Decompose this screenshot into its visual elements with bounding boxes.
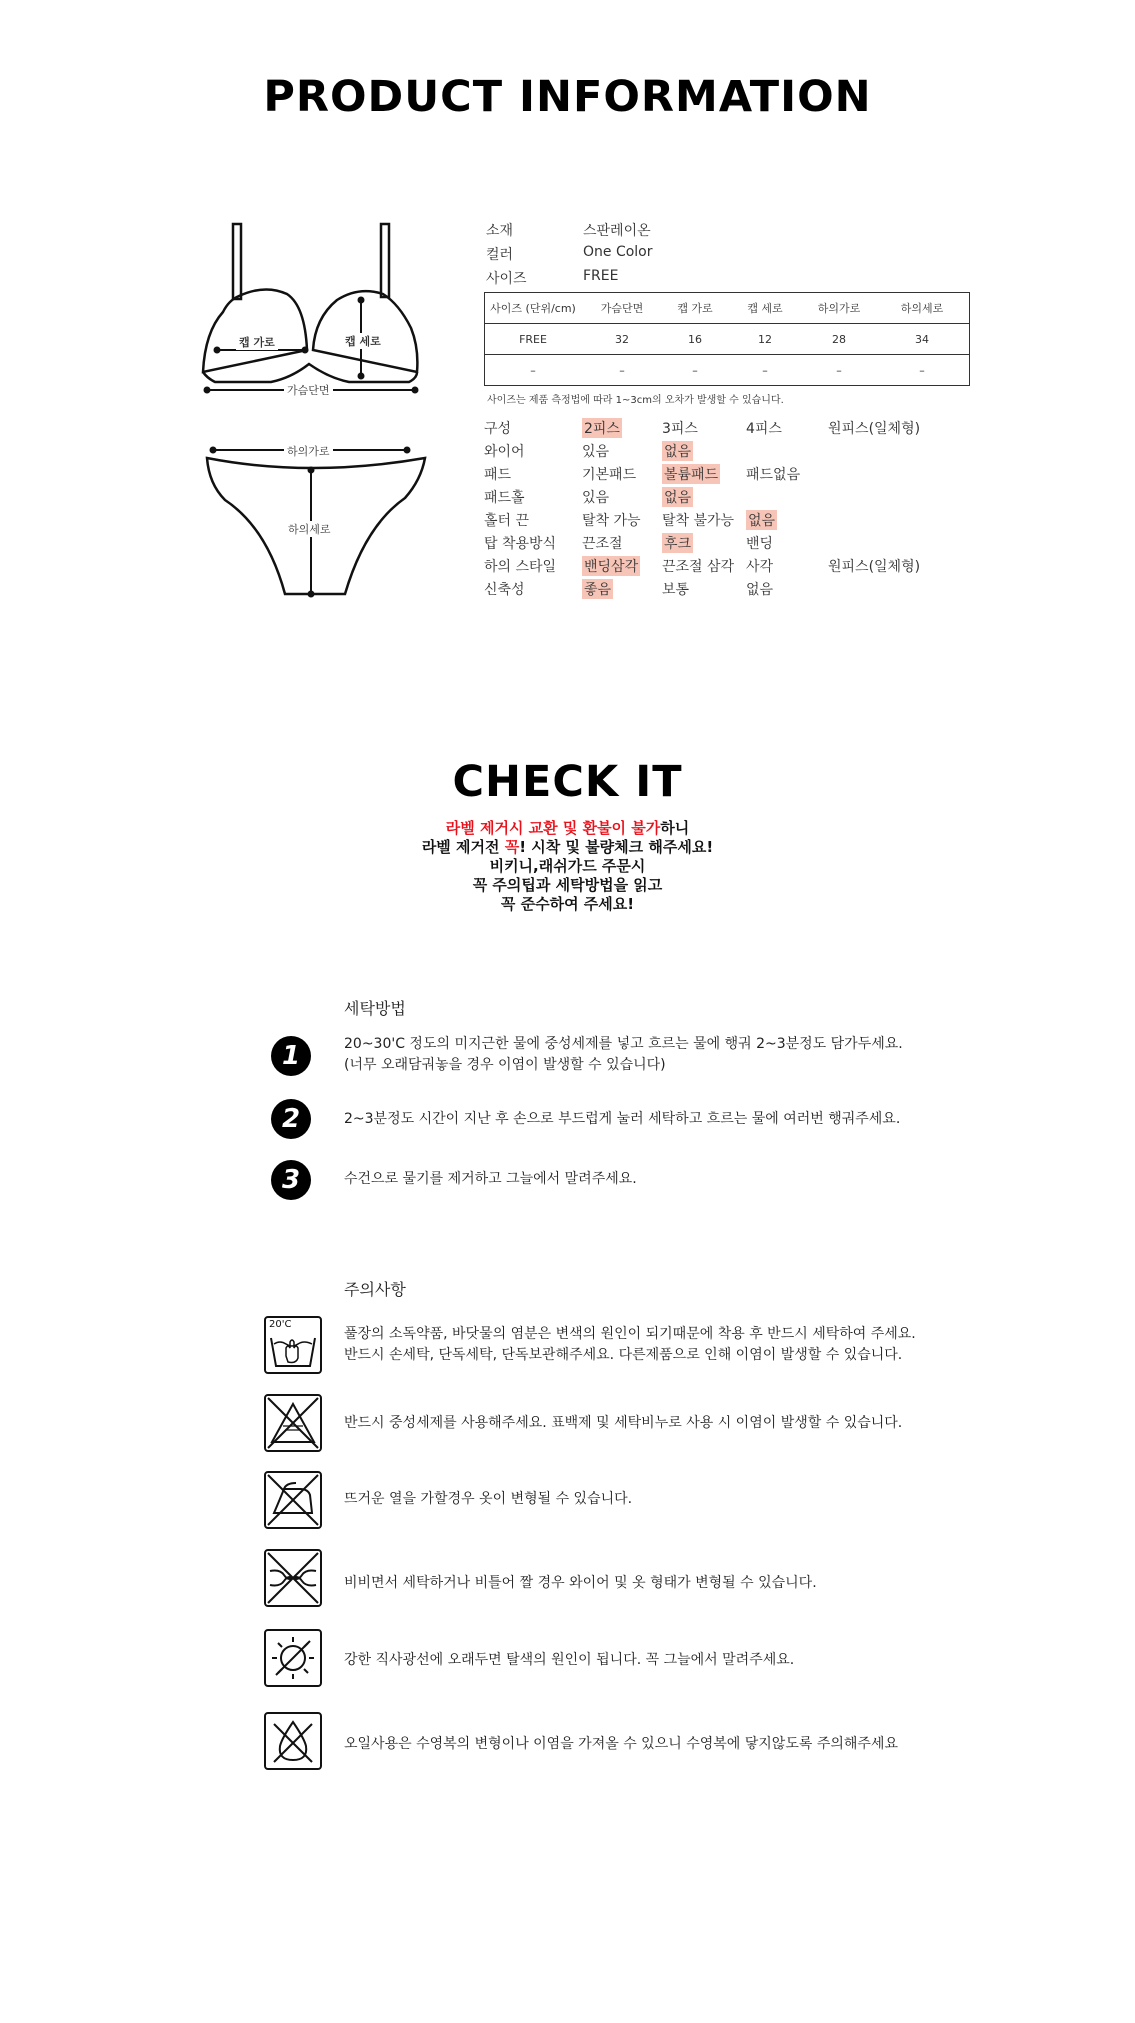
table-row	[485, 324, 970, 355]
table-cell: –	[485, 355, 582, 386]
spec-option: 없음	[746, 582, 774, 598]
table-row	[485, 355, 970, 386]
table-header-cell: 하의세로	[900, 302, 944, 315]
chest-width-label: 가슴단면	[284, 382, 333, 398]
caution-3-text: 뜨거운 열을 가할경우 옷이 변형될 수 있습니다.	[344, 1491, 633, 1507]
spec-option: 3피스	[662, 421, 698, 437]
check-line-4: 꼭 주의팁과 세탁방법을 읽고	[472, 876, 663, 894]
wash-title: 세탁방법	[344, 999, 406, 1018]
no-bleach-triangle-icon	[266, 1396, 320, 1450]
hand-wash-icon	[264, 1316, 322, 1374]
spec-label: 패드	[484, 467, 512, 483]
spec-option: 원피스(일체형)	[828, 559, 921, 575]
product-information-title: PRODUCT INFORMATION	[263, 72, 872, 122]
no-bleach-icon	[264, 1394, 322, 1452]
check-line-2-a: 라벨 제거전	[421, 838, 505, 856]
no-sun-dry-icon	[264, 1629, 322, 1687]
table-header-cell: 하의가로	[817, 302, 861, 315]
caution-title: 주의사항	[344, 1280, 406, 1299]
table-cell: –	[581, 355, 663, 386]
bottom-height-label: 하의세로	[288, 523, 331, 536]
size-table	[484, 292, 970, 386]
caution-5-text: 강한 직사광선에 오래두면 탈색의 원인이 됩니다. 꼭 그늘에서 말려주세요.	[344, 1652, 795, 1668]
table-cell: 34	[875, 324, 970, 355]
table-cell: –	[727, 355, 803, 386]
check-it-title: CHECK IT	[452, 757, 683, 807]
spec-option: 있음	[582, 444, 610, 460]
step-3-icon: 3	[271, 1160, 311, 1200]
bra-diagram	[195, 220, 435, 400]
step-1-line-1: 20~30'C 정도의 미지근한 물에 중성세제를 넣고 흐르는 물에 행궈 2~3분정도 담가두세요.	[344, 1036, 903, 1052]
spec-option: 밴딩	[746, 536, 774, 552]
spec-option-selected: 밴딩삼각	[582, 556, 640, 576]
spec-option: 원피스(일체형)	[828, 421, 921, 437]
spec-option: 4피스	[746, 421, 782, 437]
no-oil-icon	[264, 1712, 322, 1770]
spec-option-selected: 후크	[662, 533, 693, 553]
table-cell: 16	[663, 324, 727, 355]
info-label-color: 컬러	[486, 247, 514, 263]
spec-option: 보통	[662, 582, 690, 598]
spec-option: 탈착 가능	[582, 513, 641, 529]
spec-label: 홀터 끈	[484, 513, 530, 529]
hand-wash-basin-icon	[266, 1318, 320, 1372]
spec-option: 탈착 불가능	[662, 513, 735, 529]
check-line-2-red: 꼭	[504, 838, 520, 856]
table-cell: FREE	[485, 324, 582, 355]
step-3-text: 수건으로 물기를 제거하고 그늘에서 말려주세요.	[344, 1171, 637, 1187]
spec-label: 와이어	[484, 444, 525, 460]
info-value-material: 스판레이온	[583, 223, 651, 239]
table-cell: –	[803, 355, 875, 386]
size-note: 사이즈는 제품 측정법에 따라 1~3cm의 오차가 발생할 수 있습니다.	[487, 395, 784, 406]
spec-option: 사각	[746, 559, 774, 575]
no-wring-shape-icon	[266, 1551, 320, 1605]
table-header-cell: 사이즈 (단위/cm)	[490, 302, 576, 315]
spec-label: 하의 스타일	[484, 559, 557, 575]
spec-option: 끈조절 삼각	[662, 559, 735, 575]
caution-6-text: 오일사용은 수영복의 변형이나 이염을 가져올 수 있으니 수영복에 닿지않도록 주의해주세요	[344, 1736, 898, 1752]
info-label-size: 사이즈	[486, 271, 527, 287]
caution-1-line-1: 풀장의 소독약품, 바닷물의 염분은 변색의 원인이 되기때문에 착용 후 반드시 세탁하여 주세요.	[344, 1326, 916, 1342]
spec-label: 신축성	[484, 582, 525, 598]
spec-label: 패드홀	[484, 490, 525, 506]
table-cell: –	[875, 355, 970, 386]
caution-1-text	[344, 1324, 916, 1366]
table-cell: –	[663, 355, 727, 386]
spec-option: 패드없음	[746, 467, 801, 483]
spec-label: 구성	[484, 421, 512, 437]
cup-width-label: 캡 가로	[236, 334, 278, 350]
step-2-text: 2~3분정도 시간이 지난 후 손으로 부드럽게 눌러 세탁하고 흐르는 물에 여러번 행궈주세요.	[344, 1111, 901, 1127]
info-value-size: FREE	[583, 268, 619, 284]
info-label-material: 소재	[486, 223, 514, 239]
check-line-1-warning: 라벨 제거시 교환 및 환불이 불가	[445, 819, 661, 837]
spec-option-selected: 볼륨패드	[662, 464, 720, 484]
table-cell: 32	[581, 324, 663, 355]
spec-option-selected: 없음	[662, 441, 693, 461]
step-1-icon: 1	[271, 1036, 311, 1076]
size-table-header-row	[485, 293, 970, 324]
spec-option: 기본패드	[582, 467, 637, 483]
step-1-line-2: (너무 오래담궈놓을 경우 이염이 발생할 수 있습니다)	[344, 1057, 666, 1073]
no-wring-icon	[264, 1549, 322, 1607]
table-cell: 12	[727, 324, 803, 355]
table-header-cell: 캡 세로	[747, 302, 783, 315]
cup-height-label: 캡 세로	[342, 333, 384, 349]
no-iron-icon	[264, 1471, 322, 1529]
caution-4-text: 비비면서 세탁하거나 비틀어 짤 경우 와이어 및 옷 형태가 변형될 수 있습니다.	[344, 1575, 817, 1591]
spec-option-selected: 없음	[662, 487, 693, 507]
check-line-2	[0, 836, 1135, 857]
step-1-text	[344, 1034, 903, 1076]
check-line-2-b: ! 시착 및 불량체크 해주세요!	[519, 838, 714, 856]
no-iron-shape-icon	[266, 1473, 320, 1527]
table-header-cell: 캡 가로	[677, 302, 713, 315]
caution-1-line-2: 반드시 손세탁, 단독세탁, 단독보관해주세요. 다른제품으로 인해 이염이 발생할 수 있습니다.	[344, 1347, 903, 1363]
check-line-1-rest: 하니	[660, 819, 690, 837]
bottom-width-label: 하의가로	[284, 443, 333, 459]
spec-option-selected: 2피스	[582, 418, 622, 438]
no-oil-drop-icon	[266, 1714, 320, 1768]
check-line-3: 비키니,래쉬가드 주문시	[489, 857, 646, 875]
table-header-cell: 가슴단면	[600, 302, 644, 315]
temperature-label: 20'C	[269, 1319, 292, 1330]
table-cell: 28	[803, 324, 875, 355]
spec-option-selected: 없음	[746, 510, 777, 530]
check-line-5: 꼭 준수하여 주세요!	[500, 895, 635, 913]
step-2-icon: 2	[271, 1099, 311, 1139]
spec-label: 탑 착용방식	[484, 536, 557, 552]
spec-option-selected: 좋음	[582, 579, 613, 599]
spec-option: 끈조절	[582, 536, 623, 552]
check-line-1	[0, 817, 1135, 838]
info-value-color: One Color	[583, 244, 653, 260]
no-sun-dry-shape-icon	[266, 1631, 320, 1685]
spec-option: 있음	[582, 490, 610, 506]
caution-2-text: 반드시 중성세제를 사용해주세요. 표백제 및 세탁비누로 사용 시 이염이 발생할 수 있습니다.	[344, 1415, 903, 1431]
